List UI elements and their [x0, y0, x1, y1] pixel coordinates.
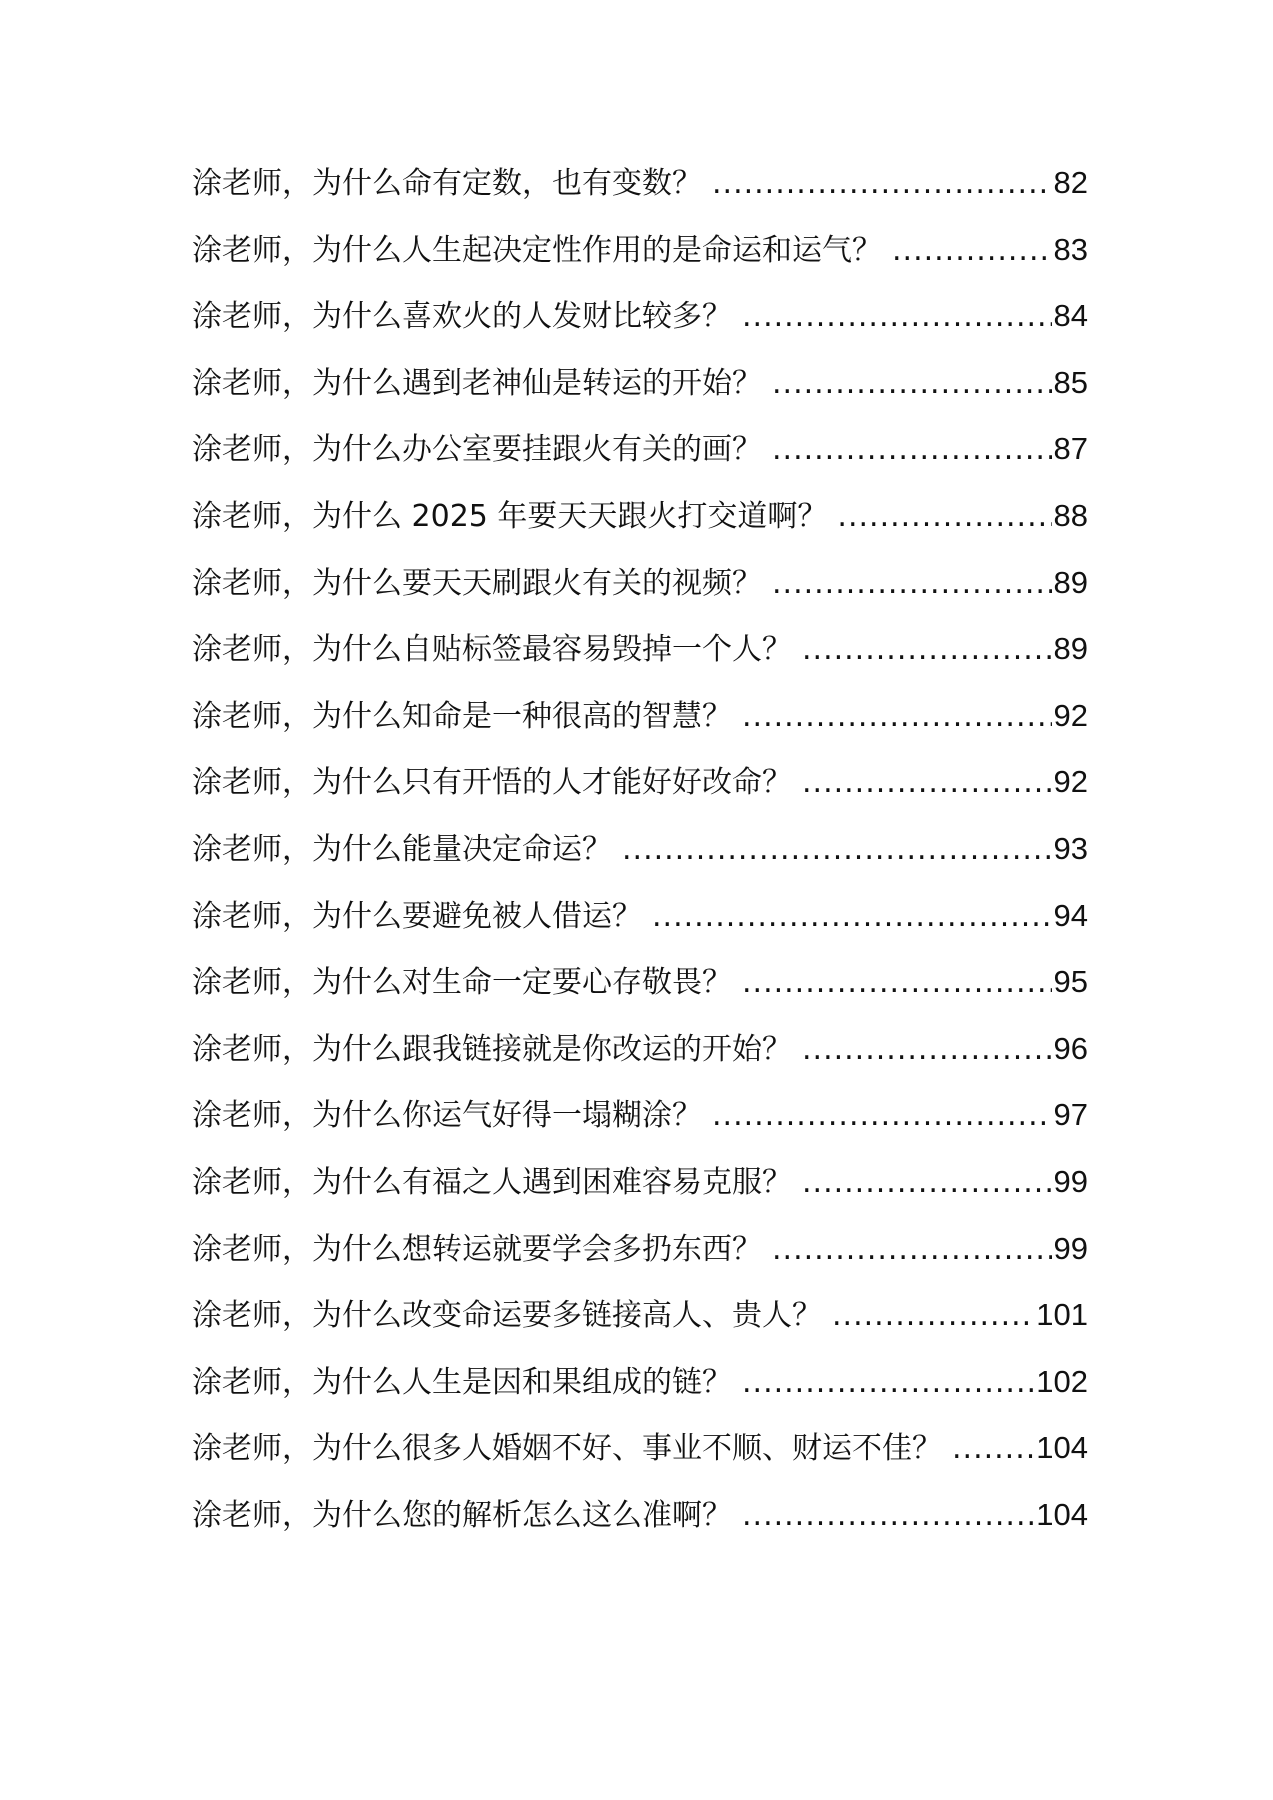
- toc-dot-leader: [742, 1365, 1034, 1400]
- toc-page-number: 99: [1053, 1230, 1088, 1266]
- toc-entry-title: 涂老师，为什么知命是一种很高的智慧？: [192, 698, 732, 734]
- toc-entry: [192, 891, 1088, 958]
- toc-dot-leader: [892, 233, 1052, 268]
- toc-entry: [192, 491, 1088, 558]
- toc-dot-leader: [802, 1032, 1052, 1067]
- toc-dot-leader: [712, 166, 1052, 201]
- toc-page-number: 88: [1053, 497, 1088, 533]
- toc-dot-leader: [772, 432, 1052, 467]
- toc-page-number: 102: [1036, 1363, 1088, 1399]
- toc-dot-leader: [742, 699, 1052, 734]
- toc-dot-leader: [772, 366, 1052, 401]
- toc-dot-leader: [772, 1232, 1052, 1267]
- toc-entry: [192, 1090, 1088, 1157]
- toc-entry: [192, 225, 1088, 292]
- toc-entry-title: 涂老师，为什么您的解析怎么这么准啊？: [192, 1497, 732, 1533]
- toc-entry-title: 涂老师，为什么有福之人遇到困难容易克服？: [192, 1164, 792, 1200]
- toc-entry: [192, 291, 1088, 358]
- toc-page-number: 95: [1053, 964, 1088, 1000]
- toc-entry: [192, 824, 1088, 891]
- toc-entry-title: 涂老师，为什么能量决定命运？: [192, 831, 612, 867]
- toc-entry: [192, 757, 1088, 824]
- toc-page-number: 93: [1053, 830, 1088, 866]
- toc-dot-leader: [837, 499, 1051, 534]
- toc-entry: [192, 957, 1088, 1024]
- toc-entry: [192, 358, 1088, 425]
- toc-dot-leader: [742, 1498, 1034, 1533]
- toc-page-number: 84: [1053, 298, 1088, 334]
- toc-page-number: 92: [1053, 764, 1088, 800]
- toc-dot-leader: [652, 899, 1052, 934]
- toc-entry-title: 涂老师，为什么很多人婚姻不好、事业不顺、财运不佳？: [192, 1431, 942, 1467]
- toc-page-number: 104: [1036, 1430, 1088, 1466]
- toc-entry: [192, 1357, 1088, 1424]
- toc-entry: [192, 1290, 1088, 1357]
- toc-entry: [192, 1490, 1088, 1557]
- toc-entry-title: 涂老师，为什么遇到老神仙是转运的开始？: [192, 365, 762, 401]
- toc-entry: [192, 1157, 1088, 1224]
- toc-dot-leader: [952, 1431, 1034, 1466]
- toc-page-number: 82: [1053, 165, 1088, 200]
- toc-entry-title: 涂老师，为什么跟我链接就是你改运的开始？: [192, 1031, 792, 1067]
- table-of-contents: [192, 158, 1088, 1556]
- toc-dot-leader: [742, 299, 1052, 334]
- toc-entry: [192, 691, 1088, 758]
- toc-dot-leader: [832, 1298, 1034, 1333]
- toc-entry-title: 涂老师，为什么办公室要挂跟火有关的画？: [192, 432, 762, 468]
- toc-page-number: 97: [1053, 1097, 1088, 1133]
- toc-dot-leader: [742, 965, 1052, 1000]
- toc-page-number: 96: [1053, 1030, 1088, 1066]
- toc-entry-title: 涂老师，为什么你运气好得一塌糊涂？: [192, 1098, 702, 1134]
- toc-dot-leader: [712, 1098, 1052, 1133]
- toc-entry-title: 涂老师，为什么要避免被人借运？: [192, 898, 642, 934]
- toc-page-number: 89: [1053, 631, 1088, 667]
- toc-page-number: 94: [1053, 897, 1088, 933]
- toc-page-number: 83: [1053, 231, 1088, 267]
- toc-entry-title: 涂老师，为什么要天天刷跟火有关的视频？: [192, 565, 762, 601]
- toc-entry-title: 涂老师，为什么喜欢火的人发财比较多？: [192, 299, 732, 335]
- toc-page-number: 92: [1053, 697, 1088, 733]
- toc-dot-leader: [802, 632, 1052, 667]
- toc-page-number: 87: [1053, 431, 1088, 467]
- toc-page-number: 89: [1053, 564, 1088, 600]
- toc-entry: [192, 158, 1088, 225]
- toc-page-number: 99: [1053, 1163, 1088, 1199]
- toc-dot-leader: [622, 832, 1052, 867]
- toc-entry: [192, 558, 1088, 625]
- toc-entry: [192, 1423, 1088, 1490]
- toc-entry-title: 涂老师，为什么命有定数，也有变数？: [192, 166, 702, 201]
- toc-entry: [192, 1024, 1088, 1091]
- toc-dot-leader: [772, 566, 1052, 601]
- toc-dot-leader: [802, 765, 1052, 800]
- toc-dot-leader: [802, 1165, 1052, 1200]
- toc-page-number: 104: [1036, 1496, 1088, 1532]
- toc-entry-title: 涂老师，为什么人生是因和果组成的链？: [192, 1364, 732, 1400]
- toc-entry: [192, 424, 1088, 491]
- toc-entry-title: 涂老师，为什么只有开悟的人才能好好改命？: [192, 765, 792, 801]
- toc-page-number: 85: [1053, 364, 1088, 400]
- toc-entry-title: 涂老师，为什么对生命一定要心存敬畏？: [192, 965, 732, 1001]
- toc-page-number: 101: [1036, 1297, 1088, 1333]
- toc-entry-title: 涂老师，为什么自贴标签最容易毁掉一个人？: [192, 632, 792, 668]
- toc-entry-title: 涂老师，为什么人生起决定性作用的是命运和运气？: [192, 232, 882, 268]
- toc-entry-title: 涂老师，为什么 2025 年要天天跟火打交道啊？: [192, 498, 828, 534]
- toc-entry: [192, 1224, 1088, 1291]
- toc-entry-title: 涂老师，为什么改变命运要多链接高人、贵人？: [192, 1298, 822, 1334]
- toc-entry: [192, 624, 1088, 691]
- toc-entry-title: 涂老师，为什么想转运就要学会多扔东西？: [192, 1231, 762, 1267]
